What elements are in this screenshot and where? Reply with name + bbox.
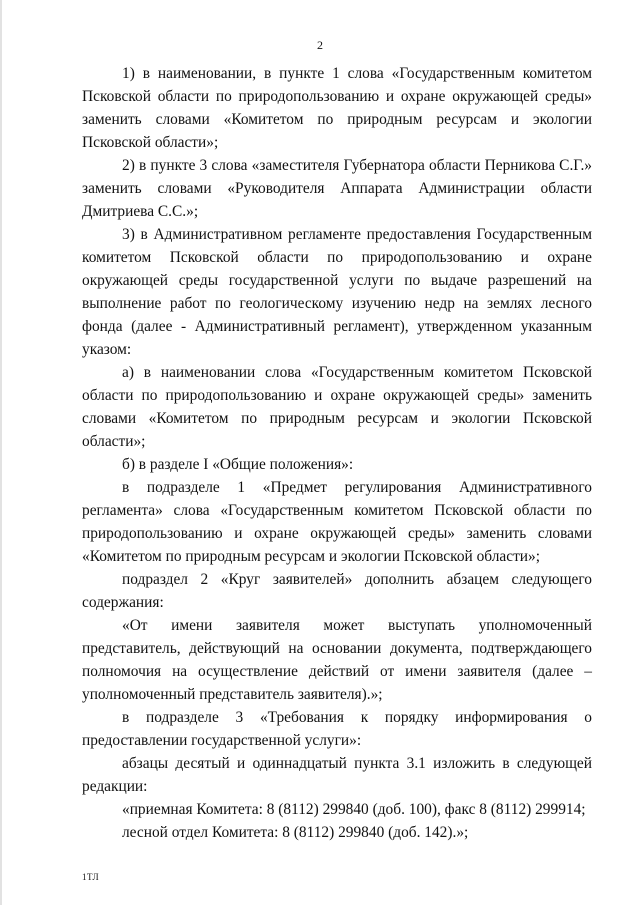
paragraph-quote-reception-phone: «приемная Комитета: 8 (8112) 299840 (доб. 100), факс 8 (8112) 299914;: [122, 801, 586, 818]
paragraph-item-3: 3) в Административном регламенте предоставления Государственным комитетом Псковской области по природопользованию и охране окружающей среды государственной услуги по выдаче разрешений на выполнение работ по геологическому изучению недр на землях лесного фонда (далее - Административный регламент), утвержденном указанным указом:: [82, 226, 592, 358]
paragraph-item-3b-3: в подразделе 3 «Требования к порядку информирования о предоставлении государственной услуги»:: [82, 709, 592, 749]
scan-edge: [0, 0, 2, 905]
paragraph-item-3b-3-1: абзацы десятый и одиннадцатый пункта 3.1 изложить в следующей редакции:: [82, 755, 592, 795]
paragraph-item-1: 1) в наименовании, в пункте 1 слова «Государственным комитетом Псковской области по природопользованию и охране окружающей среды» заменить словами «Комитетом по природным ресурсам и экологии Псковской области»;: [82, 65, 592, 151]
footer-code: 1ТЛ: [82, 872, 100, 882]
paragraph-item-3b-2: подраздел 2 «Круг заявителей» дополнить абзацем следующего содержания:: [82, 571, 592, 611]
paragraph-item-3b-1: в подразделе 1 «Предмет регулирования Административного регламента» слова «Государственным комитетом Псковской области по природопользованию и охране окружающей среды» заменить словами «Комитетом по природным ресурсам и экологии Псковской области»;: [82, 479, 592, 565]
document-body: [82, 62, 592, 844]
paragraph-quote-representative: «От имени заявителя может выступать уполномоченный представитель, действующий на основании документа, подтверждающего полномочия на осуществление действий от имени заявителя (далее – уполномоченный представитель заявителя).»;: [82, 617, 592, 703]
page-number: 2: [317, 38, 323, 52]
paragraph-item-3b: б) в разделе I «Общие положения»:: [122, 456, 354, 473]
paragraph-item-2: 2) в пункте 3 слова «заместителя Губернатора области Перникова С.Г.» заменить словами «Руководителя Аппарата Администрации области Дмитриева С.С.»;: [82, 157, 592, 220]
paragraph-quote-forest-dept-phone: лесной отдел Комитета: 8 (8112) 299840 (доб. 142).»;: [122, 824, 469, 841]
paragraph-item-3a: а) в наименовании слова «Государственным комитетом Псковской области по природопользованию и охране окружающей среды» заменить словами «Комитетом по природным ресурсам и экологии Псковской области»;: [82, 364, 592, 450]
